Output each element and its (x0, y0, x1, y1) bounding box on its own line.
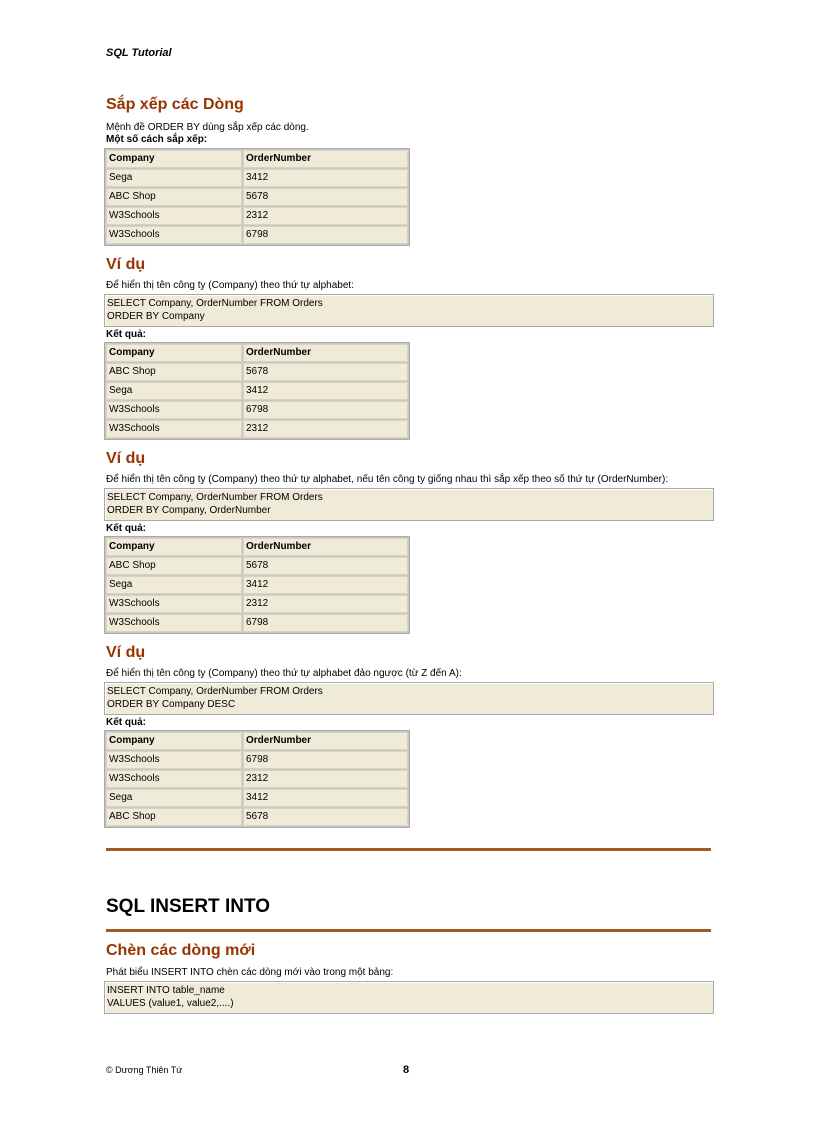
table-cell: 2312 (243, 770, 408, 788)
orders-table-result (104, 342, 410, 440)
table-cell: 2312 (243, 207, 408, 225)
table-cell: 3412 (243, 789, 408, 807)
table-header-row (106, 150, 408, 168)
table-cell: W3Schools (106, 401, 242, 419)
orders-table-result (104, 536, 410, 634)
sql-code-box (104, 488, 714, 521)
table-cell: 2312 (243, 420, 408, 438)
column-header: Company (106, 538, 242, 556)
table-cell: Sega (106, 789, 242, 807)
section-heading-insert-rows: Chèn các dòng mới (106, 942, 256, 959)
example-description: Để hiển thị tên công ty (Company) theo thứ tự alphabet, nếu tên công ty giống nhau thì sắp xếp theo số thứ tự (OrderNumber): (106, 474, 669, 485)
section-subheading: Một số cách sắp xếp: (106, 134, 208, 145)
result-label: Kết quả: (106, 523, 146, 534)
column-header: Company (106, 732, 242, 750)
orders-table-result (104, 730, 410, 828)
table-cell: Sega (106, 382, 242, 400)
table-cell: 2312 (243, 595, 408, 613)
table-cell: 6798 (243, 226, 408, 244)
table-cell: W3Schools (106, 207, 242, 225)
table-header-row (106, 538, 408, 556)
sql-code-box (104, 294, 714, 327)
table-cell: 3412 (243, 576, 408, 594)
table-cell: 5678 (243, 808, 408, 826)
table-cell: W3Schools (106, 751, 242, 769)
column-header: Company (106, 344, 242, 362)
table-cell: W3Schools (106, 595, 242, 613)
table-row (106, 789, 408, 807)
table-row (106, 808, 408, 826)
code-line: ORDER BY Company DESC (107, 699, 236, 710)
table-cell: 6798 (243, 751, 408, 769)
section-heading-sort-rows: Sắp xếp các Dòng (106, 96, 244, 113)
table-row (106, 226, 408, 244)
table-cell: Sega (106, 169, 242, 187)
column-header: OrderNumber (243, 538, 408, 556)
table-cell: 6798 (243, 614, 408, 632)
table-row (106, 557, 408, 575)
section-divider (106, 929, 711, 932)
code-line: SELECT Company, OrderNumber FROM Orders (107, 686, 323, 697)
column-header: OrderNumber (243, 344, 408, 362)
table-cell: 5678 (243, 188, 408, 206)
table-cell: ABC Shop (106, 557, 242, 575)
column-header: OrderNumber (243, 150, 408, 168)
example-heading: Ví dụ (106, 450, 146, 467)
sql-code-box (104, 981, 714, 1014)
result-label: Kết quả: (106, 717, 146, 728)
table-row (106, 401, 408, 419)
table-row (106, 188, 408, 206)
table-cell: 3412 (243, 382, 408, 400)
column-header: Company (106, 150, 242, 168)
page-header-title: SQL Tutorial (106, 47, 172, 59)
table-cell: Sega (106, 576, 242, 594)
table-row (106, 207, 408, 225)
section-description: Phát biểu INSERT INTO chèn các dòng mới vào trong một bảng: (106, 967, 394, 978)
table-cell: ABC Shop (106, 808, 242, 826)
table-row (106, 382, 408, 400)
table-cell: ABC Shop (106, 363, 242, 381)
table-row (106, 614, 408, 632)
code-line: SELECT Company, OrderNumber FROM Orders (107, 492, 323, 503)
result-label: Kết quả: (106, 329, 146, 340)
chapter-title: SQL INSERT INTO (106, 896, 270, 917)
table-cell: ABC Shop (106, 188, 242, 206)
code-line: INSERT INTO table_name (107, 985, 225, 996)
table-row (106, 576, 408, 594)
table-row (106, 751, 408, 769)
section-intro: Mệnh đề ORDER BY dùng sắp xếp các dòng. (106, 122, 309, 133)
table-cell: 3412 (243, 169, 408, 187)
example-description: Để hiển thị tên công ty (Company) theo thứ tự alphabet đảo ngược (từ Z đến A): (106, 668, 462, 679)
table-row (106, 363, 408, 381)
table-cell: W3Schools (106, 614, 242, 632)
page-number: 8 (403, 1064, 410, 1076)
table-cell: 5678 (243, 363, 408, 381)
code-line: ORDER BY Company (107, 311, 205, 322)
code-line: ORDER BY Company, OrderNumber (107, 505, 271, 516)
column-header: OrderNumber (243, 732, 408, 750)
table-cell: W3Schools (106, 770, 242, 788)
footer-author: © Dương Thiên Tứ (106, 1065, 183, 1075)
table-header-row (106, 344, 408, 362)
table-cell: W3Schools (106, 420, 242, 438)
example-heading: Ví dụ (106, 644, 146, 661)
code-line: SELECT Company, OrderNumber FROM Orders (107, 298, 323, 309)
table-cell: 6798 (243, 401, 408, 419)
code-line: VALUES (value1, value2,....) (107, 998, 234, 1009)
orders-table-original (104, 148, 410, 246)
table-row (106, 770, 408, 788)
table-header-row (106, 732, 408, 750)
table-row (106, 420, 408, 438)
example-description: Để hiển thị tên công ty (Company) theo thứ tự alphabet: (106, 280, 354, 291)
table-row (106, 595, 408, 613)
table-cell: W3Schools (106, 226, 242, 244)
example-heading: Ví dụ (106, 256, 146, 273)
section-divider (106, 848, 711, 851)
sql-code-box (104, 682, 714, 715)
table-cell: 5678 (243, 557, 408, 575)
table-row (106, 169, 408, 187)
